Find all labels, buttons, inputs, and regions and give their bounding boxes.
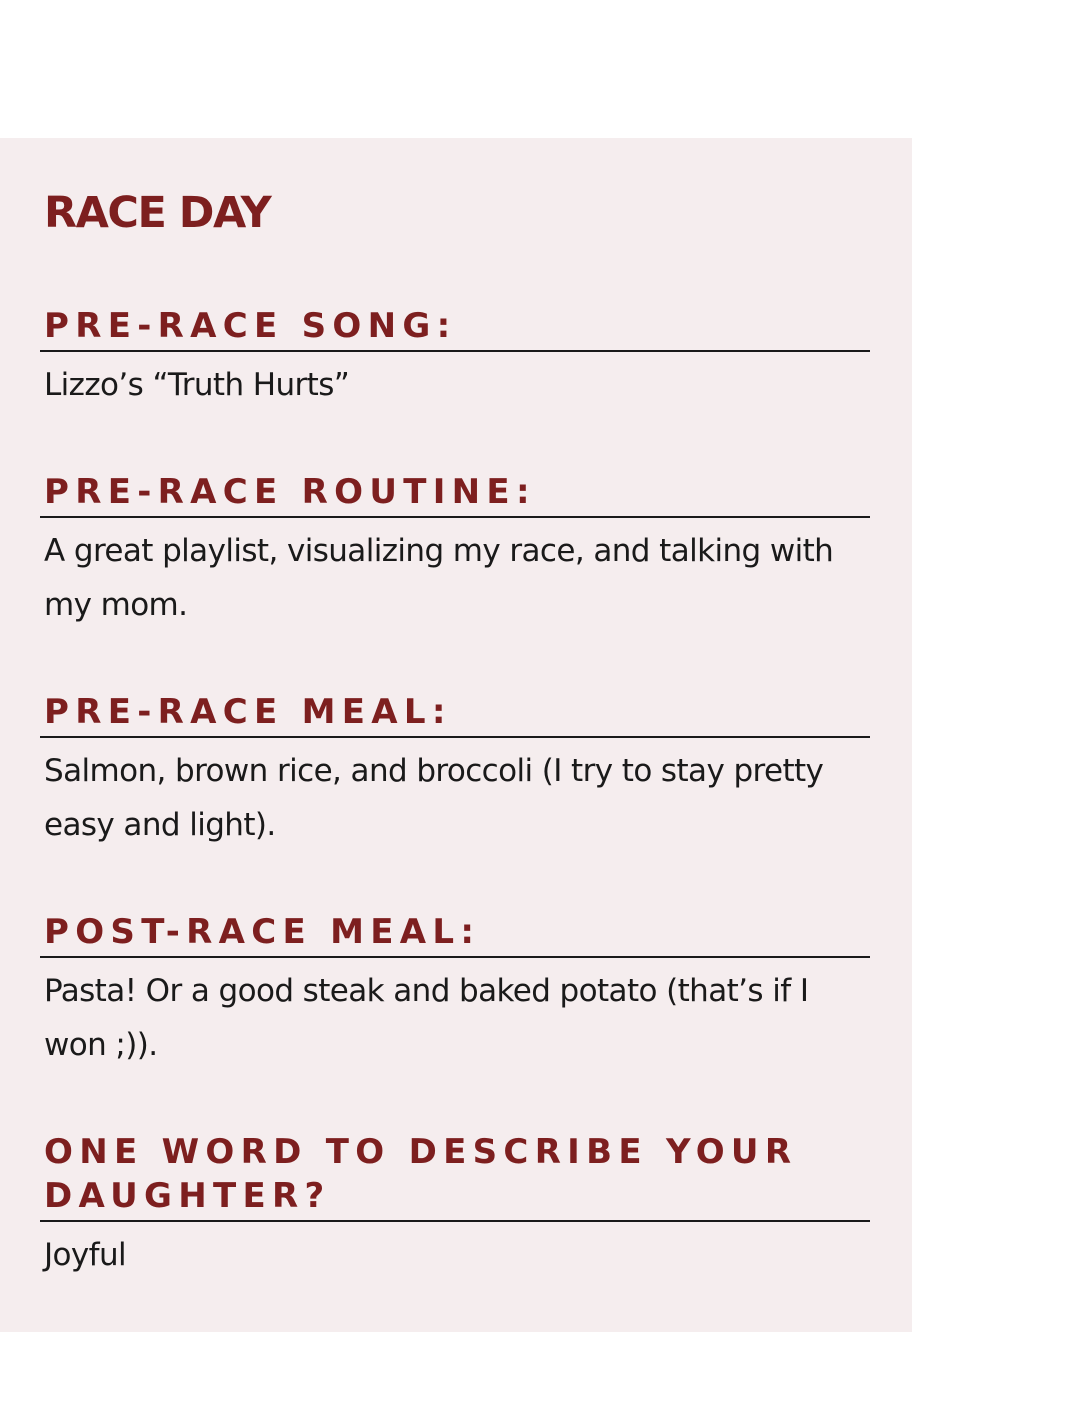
section-label: PRE-RACE SONG: <box>40 304 870 352</box>
section-one-word-daughter <box>40 1130 870 1282</box>
section-label: POST-RACE MEAL: <box>40 910 870 958</box>
section-answer: Joyful <box>44 1237 127 1273</box>
section-label: ONE WORD TO DESCRIBE YOUR DAUGHTER? <box>40 1130 870 1222</box>
section-answer: Salmon, brown rice, and broccoli (I try to stay pretty easy and light). <box>44 753 824 843</box>
page-title: RACE DAY <box>44 188 271 238</box>
section-answer: Pasta! Or a good steak and baked potato (that’s if I won ;)). <box>44 973 809 1063</box>
section-pre-race-song <box>40 304 870 412</box>
section-label: PRE-RACE ROUTINE: <box>40 470 870 518</box>
section-post-race-meal <box>40 910 870 1072</box>
section-label: PRE-RACE MEAL: <box>40 690 870 738</box>
section-pre-race-meal <box>40 690 870 852</box>
section-pre-race-routine <box>40 470 870 632</box>
section-answer: Lizzo’s “Truth Hurts” <box>44 367 350 403</box>
section-answer: A great playlist, visualizing my race, and talking with my mom. <box>44 533 834 623</box>
